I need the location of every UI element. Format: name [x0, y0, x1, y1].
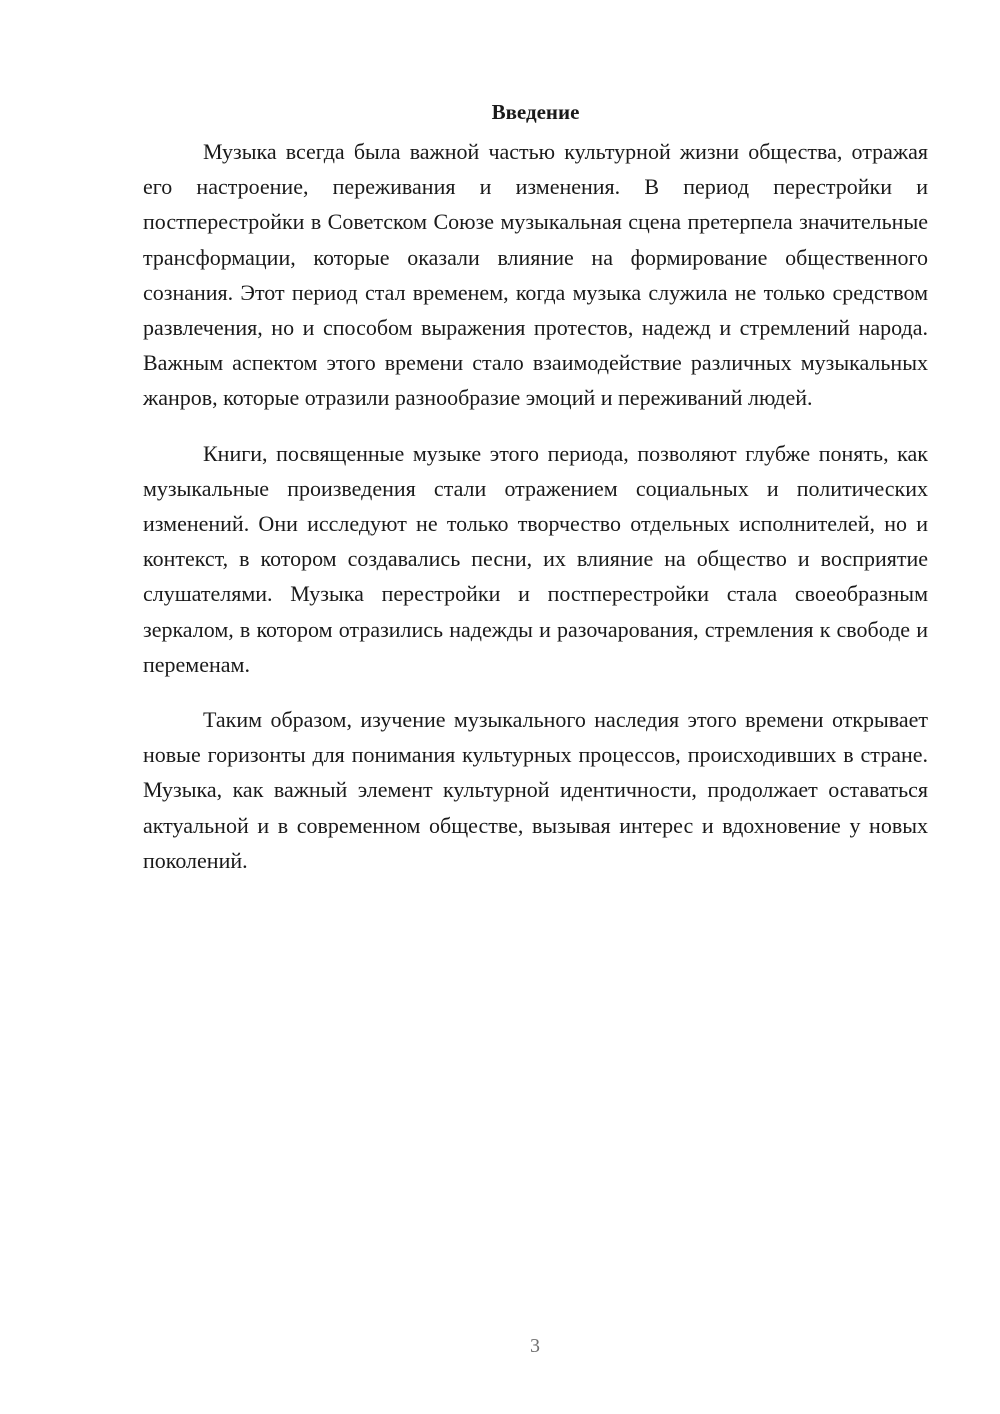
document-body [143, 96, 928, 898]
page-number: 3 [530, 1335, 540, 1357]
paragraph-3: Таким образом, изучение музыкального наследия этого времени открывает новые горизонты для понимания культурных процессов, происходивших в стране. Музыка, как важный элемент культурной идентичности, продолжает оставаться актуальной и в современном обществе, вызывая интерес и вдохновение у новых поколений. [143, 707, 928, 873]
paragraph-2: Книги, посвященные музыке этого периода, позволяют глубже понять, как музыкальные произведения стали отражением социальных и политических изменений. Они исследуют не только творчество отдельных исполнителей, но и контекст, в котором создавались песни, их влияние на общество и восприятие слушателями. Музыка перестройки и постперестройки стала своеобразным зеркалом, в котором отразились надежды и разочарования, стремления к свободе и переменам. [143, 440, 928, 677]
paragraph-1: Музыка всегда была важной частью культурной жизни общества, отражая его настроение, переживания и изменения. В период перестройки и постперестройки в Советском Союзе музыкальная сцена претерпела значительные трансформации, которые оказали влияние на формирование общественного сознания. Этот период стал временем, когда музыка служила не только средством развлечения, но и способом выражения протестов, надежд и стремлений народа. Важным аспектом этого времени стало взаимодействие различных музыкальных жанров, которые отразили разнообразие эмоций и переживаний людей. [143, 139, 928, 411]
section-heading: Введение [491, 100, 580, 124]
